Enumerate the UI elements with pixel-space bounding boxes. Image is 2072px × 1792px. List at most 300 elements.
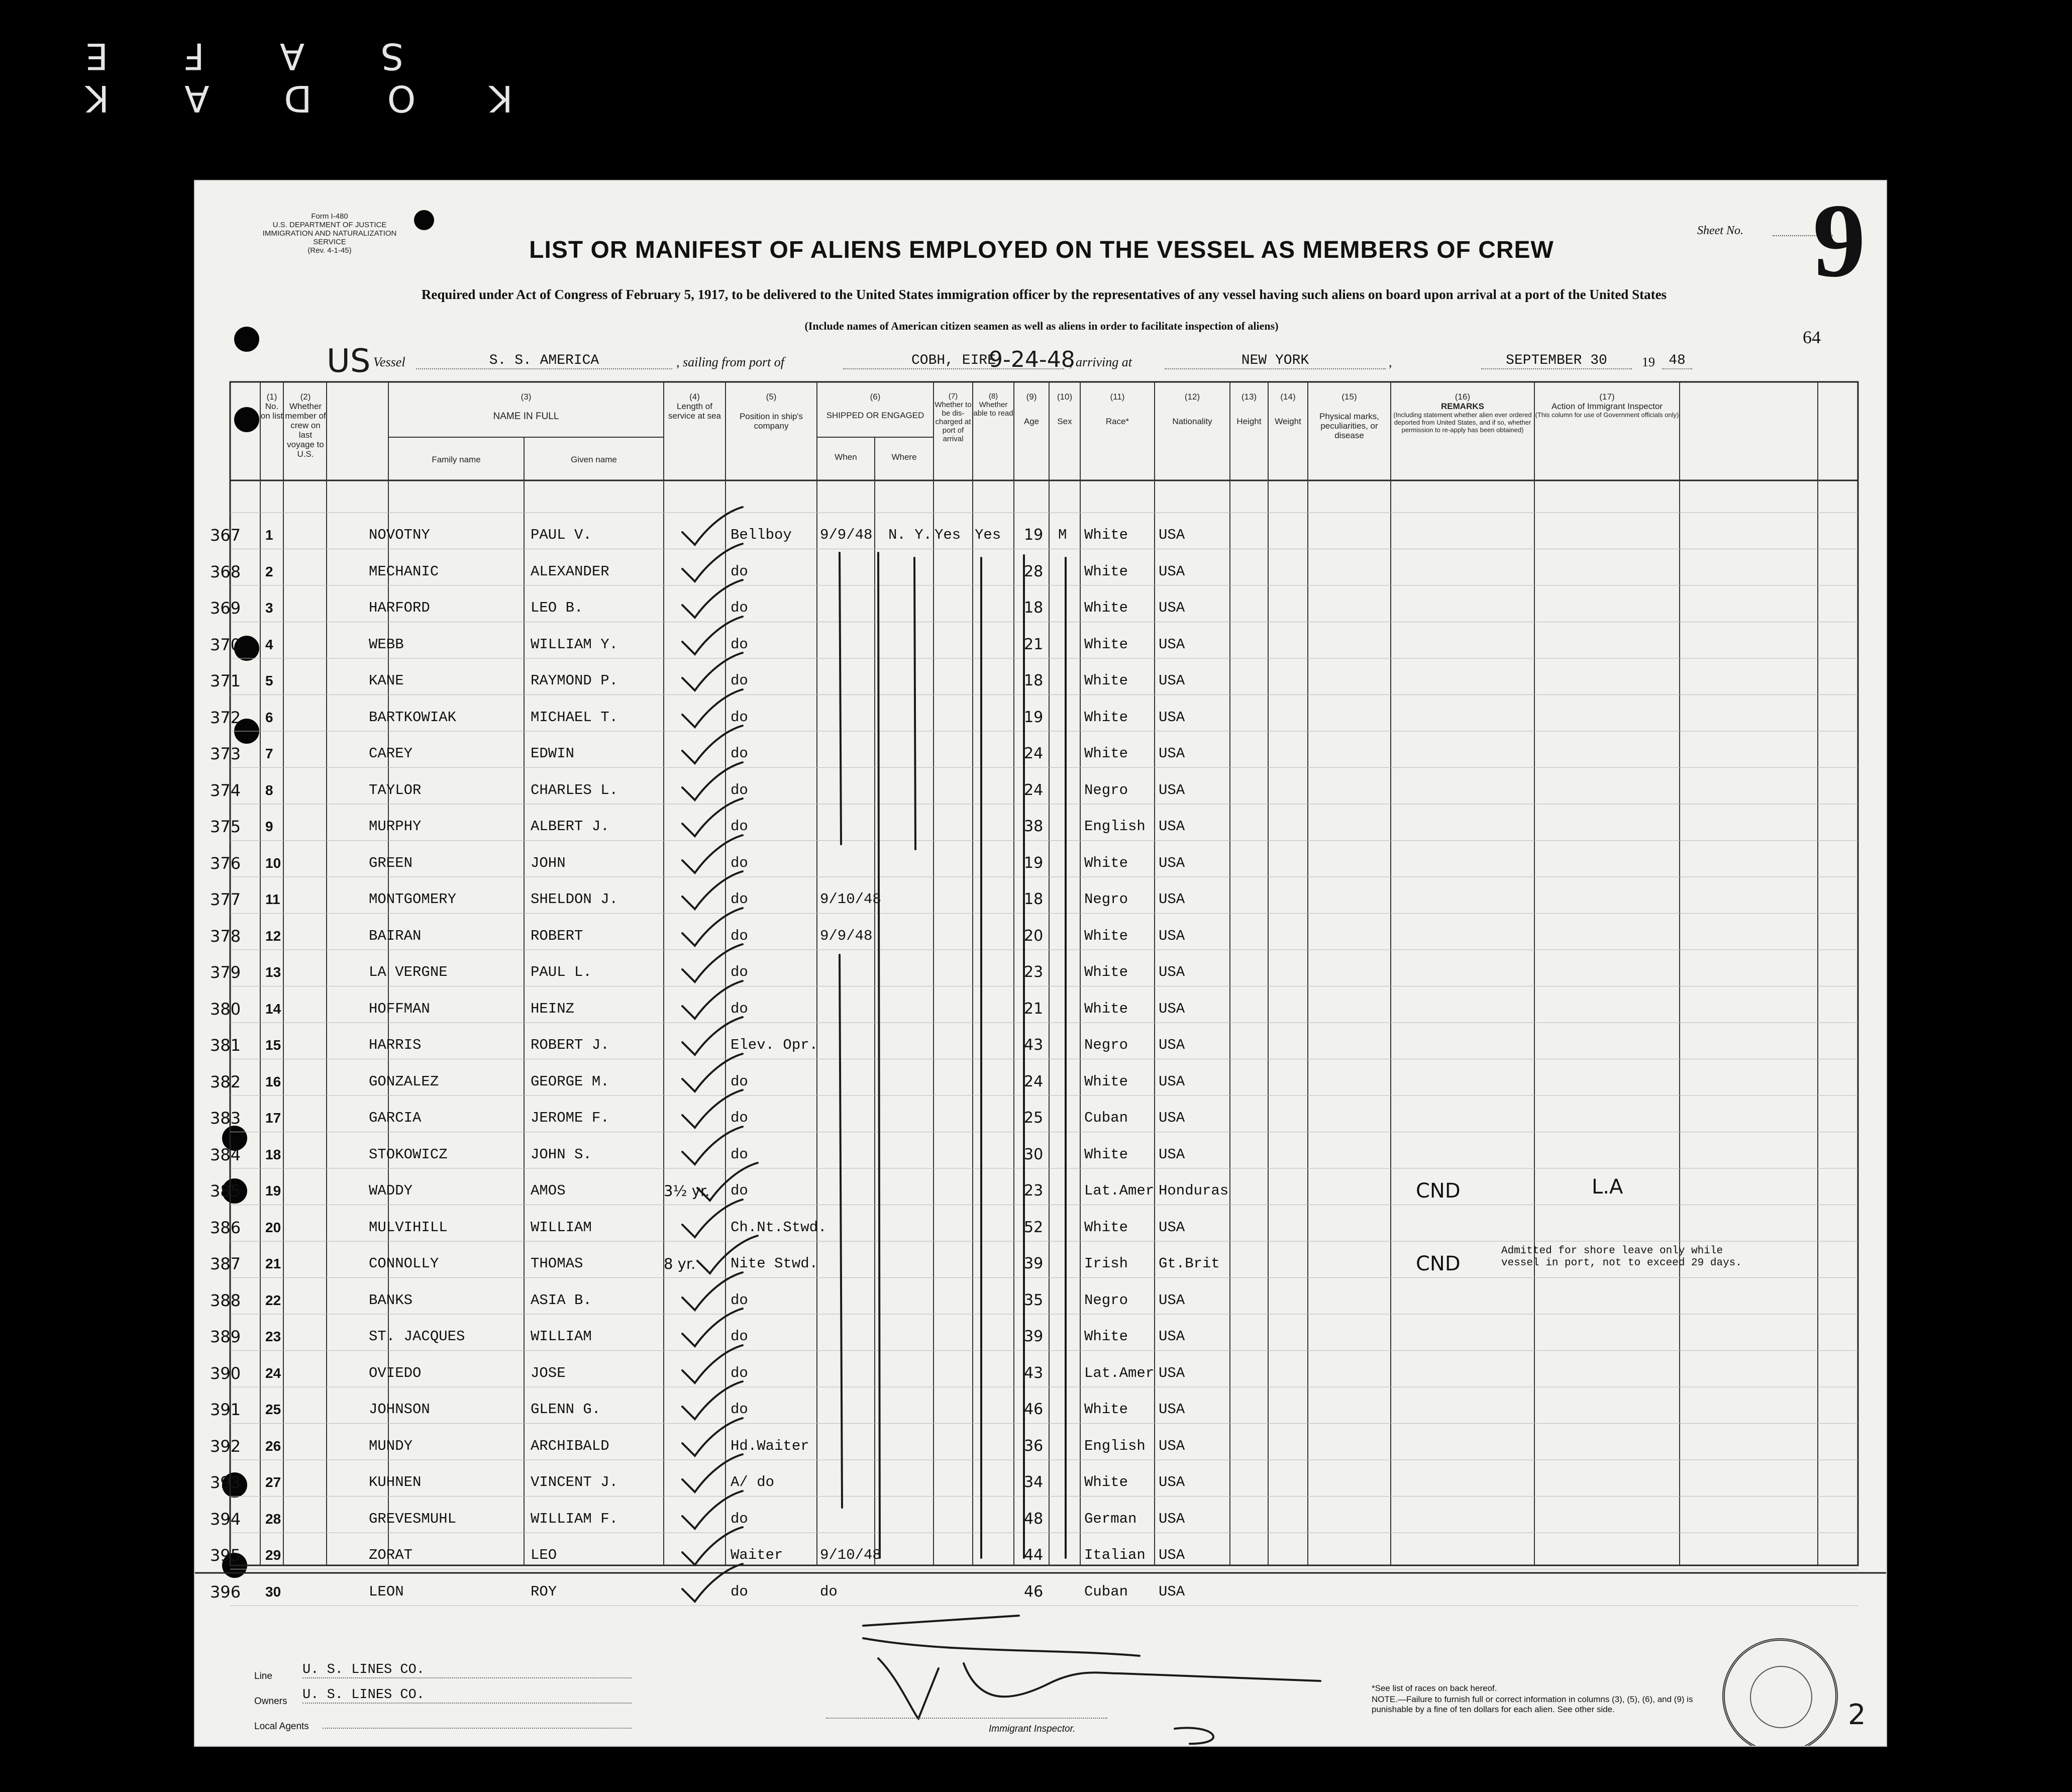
age: 48	[1024, 1510, 1044, 1528]
age: 19	[1024, 854, 1044, 872]
given-name: HEINZ	[531, 1000, 575, 1017]
row-reference: 387	[210, 1254, 241, 1273]
row-number: 22	[265, 1292, 281, 1308]
family-name: KANE	[369, 672, 404, 689]
row-reference: 394	[210, 1509, 241, 1529]
service-length: 8 yr.	[664, 1255, 696, 1272]
position: do	[731, 964, 748, 980]
nationality: USA	[1159, 600, 1185, 616]
row-reference: 370	[210, 635, 241, 654]
race: Negro	[1084, 1291, 1128, 1309]
row-number: 17	[265, 1110, 281, 1126]
row-reference: 376	[210, 853, 241, 873]
row-reference: 388	[210, 1290, 241, 1310]
given-name: WILLIAM Y.	[531, 636, 618, 653]
race: White	[1084, 1328, 1128, 1345]
vessel-line: US Vessel S. S. AMERICA , sailing from port of COBH, EIRE 9-24-48 , arriving at NEW YORK , SEPTEMBER 30 19 48	[195, 352, 1887, 377]
race: Negro	[1084, 1037, 1128, 1053]
position: do	[731, 1401, 748, 1418]
age: 18	[1024, 599, 1044, 617]
given-name: CHARLES L.	[531, 781, 618, 799]
race: Negro	[1084, 891, 1128, 908]
age: 24	[1024, 1072, 1044, 1090]
agents-value	[323, 1713, 632, 1729]
handwritten-date: 9-24-48	[989, 347, 1075, 372]
given-name: EDWIN	[531, 745, 575, 762]
position: Bellboy	[731, 527, 792, 543]
age: 43	[1024, 1364, 1044, 1382]
col-3b-header: Given name	[571, 455, 617, 464]
family-name: GREEN	[369, 854, 413, 871]
col-12-header: (12) Nationality	[1172, 392, 1212, 426]
given-name: ARCHIBALD	[531, 1437, 609, 1454]
given-name: JOSE	[531, 1364, 566, 1381]
row-number: 24	[265, 1365, 281, 1381]
age: 39	[1024, 1328, 1044, 1345]
row-reference: 385	[210, 1181, 241, 1201]
family-name: KUHNEN	[369, 1474, 422, 1490]
col-1-header: (1) No. on list	[260, 392, 283, 421]
official-seal	[1722, 1638, 1838, 1747]
row-number: 8	[265, 782, 273, 798]
col-7-header: (7) Whether to be dis-charged at port of arrival	[935, 392, 972, 443]
agents-label: Local Agents	[254, 1721, 309, 1732]
nationality: USA	[1159, 1364, 1185, 1381]
row-reference: 378	[210, 926, 241, 946]
age: 43	[1024, 1036, 1044, 1054]
nationality: USA	[1159, 1291, 1185, 1309]
nationality: USA	[1159, 636, 1185, 653]
nationality: Gt.Brit	[1159, 1255, 1220, 1272]
given-name: RAYMOND P.	[531, 672, 618, 689]
row-reference: 381	[210, 1036, 241, 1055]
family-name: CAREY	[369, 745, 413, 762]
family-name: TAYLOR	[369, 781, 422, 799]
nationality: USA	[1159, 1110, 1185, 1126]
line-label: Line	[254, 1671, 272, 1681]
port-to: NEW YORK	[1165, 353, 1386, 369]
row-number: 21	[265, 1256, 281, 1271]
penalty-note: NOTE.—Failure to furnish full or correct information in columns (3), (5), (6), and (9) is punishable by a fine of ten dollars for each alien. See other side.	[1372, 1695, 1693, 1714]
col-9-header: (9) Age	[1023, 392, 1040, 426]
row-reference: 377	[210, 890, 241, 909]
age: 19	[1024, 526, 1044, 544]
handwriting-strokes	[195, 181, 1887, 1747]
nationality: USA	[1159, 672, 1185, 689]
remarks: CND	[1416, 1252, 1461, 1275]
family-name: BANKS	[369, 1291, 413, 1309]
family-name: GONZALEZ	[369, 1073, 439, 1090]
nationality: USA	[1159, 563, 1185, 580]
race: White	[1084, 563, 1128, 580]
row-number: 12	[265, 928, 281, 944]
row-number: 25	[265, 1402, 281, 1417]
row-reference: 396	[210, 1582, 241, 1602]
race: White	[1084, 1000, 1128, 1017]
family-name: HARFORD	[369, 600, 430, 616]
age: 35	[1024, 1291, 1044, 1309]
family-name: BARTKOWIAK	[369, 709, 457, 726]
nationality: USA	[1159, 781, 1185, 799]
row-reference: 392	[210, 1436, 241, 1456]
remarks: CND	[1416, 1179, 1461, 1203]
nationality: USA	[1159, 1219, 1185, 1236]
given-name: ASIA B.	[531, 1291, 592, 1309]
row-number: 7	[265, 746, 273, 761]
family-name: BAIRAN	[369, 927, 422, 944]
race: Italian	[1084, 1547, 1146, 1563]
col-8-header: (8) Whether able to read	[973, 392, 1013, 418]
given-name: GEORGE M.	[531, 1073, 609, 1090]
col-6a-header: When	[835, 452, 857, 462]
race: White	[1084, 672, 1128, 689]
row-reference: 382	[210, 1072, 241, 1091]
age: 28	[1024, 562, 1044, 580]
form-id: Form I-480 U.S. DEPARTMENT OF JUSTICE IMMIGRATION AND NATURALIZATION SERVICE (Rev. 4-1-45)	[262, 212, 397, 255]
nationality: USA	[1159, 1037, 1185, 1053]
position: do	[731, 891, 748, 908]
row-number: 10	[265, 855, 281, 871]
family-name: JOHNSON	[369, 1401, 430, 1418]
race: English	[1084, 1437, 1146, 1454]
given-name: ROBERT	[531, 927, 583, 944]
position: do	[731, 927, 748, 944]
family-name: OVIEDO	[369, 1364, 422, 1381]
position: do	[731, 1110, 748, 1126]
age: 24	[1024, 745, 1044, 762]
col-15-header: (15) Physical marks, peculiarities, or disease	[1319, 392, 1380, 440]
requirement-text: Required under Act of Congress of February 5, 1917, to be delivered to the United States immigration officer by the representatives of any vessel having such aliens on board upon arrival at a port of the United States	[421, 287, 1667, 302]
given-name: JOHN	[531, 854, 566, 871]
given-name: ROBERT J.	[531, 1037, 609, 1053]
row-reference: 395	[210, 1546, 241, 1565]
family-name: MONTGOMERY	[369, 891, 457, 908]
row-number: 3	[265, 600, 273, 616]
year: 48	[1662, 353, 1692, 369]
race: Lat.Amer	[1084, 1364, 1155, 1381]
family-name: CONNOLLY	[369, 1255, 439, 1272]
race: White	[1084, 709, 1128, 726]
instruction-text: (Include names of American citizen seamen as well as aliens in order to facilitate inspection of aliens)	[804, 320, 1279, 332]
sailing-label: , sailing from port of	[676, 355, 785, 369]
given-name: WILLIAM F.	[531, 1510, 618, 1527]
age: 18	[1024, 672, 1044, 689]
age: 44	[1024, 1546, 1044, 1564]
race: Cuban	[1084, 1583, 1128, 1600]
shipped-when: 9/10/48	[820, 891, 881, 908]
age: 19	[1024, 708, 1044, 726]
film-edge-text: KODAK SAFE	[10, 35, 513, 120]
age: 23	[1024, 963, 1044, 981]
age: 23	[1024, 1182, 1044, 1200]
given-name: PAUL L.	[531, 964, 592, 980]
row-reference: 379	[210, 963, 241, 982]
family-name: LEON	[369, 1583, 404, 1600]
given-name: WILLIAM	[531, 1219, 592, 1236]
race: White	[1084, 854, 1128, 871]
age: 36	[1024, 1437, 1044, 1455]
sex: M	[1058, 527, 1067, 543]
row-number: 23	[265, 1329, 281, 1344]
position: do	[731, 745, 748, 762]
position: do	[731, 1328, 748, 1345]
row-reference: 373	[210, 744, 241, 763]
page-title: LIST OR MANIFEST OF ALIENS EMPLOYED ON THE VESSEL AS MEMBERS OF CREW	[529, 237, 1554, 263]
shipped-when: 9/10/48	[820, 1547, 881, 1563]
nationality: USA	[1159, 709, 1185, 726]
row-number: 6	[265, 709, 273, 725]
nationality: USA	[1159, 1474, 1185, 1490]
age: 39	[1024, 1255, 1044, 1272]
nationality: USA	[1159, 1000, 1185, 1017]
col-3-header: (3) NAME IN FULL	[493, 392, 559, 422]
family-name: MUNDY	[369, 1437, 413, 1454]
row-reference: 384	[210, 1145, 241, 1164]
col-4-header: (4) Length of service at sea	[668, 392, 721, 421]
race: Lat.Amer	[1084, 1182, 1155, 1199]
nationality: USA	[1159, 964, 1185, 980]
discharged: Yes	[935, 527, 961, 543]
row-number: 27	[265, 1474, 281, 1490]
arriving-label: , arriving at	[1069, 355, 1132, 369]
family-name: MURPHY	[369, 818, 422, 835]
col-10-header: (10) Sex	[1057, 392, 1073, 426]
nationality: USA	[1159, 1437, 1185, 1454]
row-number: 4	[265, 636, 273, 652]
race: White	[1084, 964, 1128, 980]
race: German	[1084, 1510, 1137, 1527]
row-reference: 375	[210, 817, 241, 836]
position: do	[731, 1146, 748, 1163]
age: 21	[1024, 1000, 1044, 1018]
family-name: MULVIHILL	[369, 1219, 448, 1236]
given-name: PAUL V.	[531, 527, 592, 543]
row-number: 19	[265, 1183, 281, 1199]
row-number: 26	[265, 1438, 281, 1454]
sheet-label: Sheet No.	[1697, 224, 1743, 237]
col-14-header: (14) Weight	[1275, 392, 1301, 426]
sheet-count: 64	[1803, 327, 1821, 347]
position: do	[731, 636, 748, 653]
col-6-header: (6) SHIPPED OR ENGAGED	[826, 392, 924, 420]
inspector-action: L.A	[1592, 1175, 1623, 1199]
manifest-sheet	[194, 180, 1887, 1747]
race: White	[1084, 1073, 1128, 1090]
age: 30	[1024, 1145, 1044, 1163]
nationality: USA	[1159, 927, 1185, 944]
family-name: GREVESMUHL	[369, 1510, 457, 1527]
row-reference: 369	[210, 599, 241, 618]
age: 20	[1024, 927, 1044, 945]
position: do	[731, 1510, 748, 1527]
nationality: USA	[1159, 818, 1185, 835]
nationality: USA	[1159, 1073, 1185, 1090]
arrival-date: SEPTEMBER 30	[1481, 353, 1632, 369]
position: Ch.Nt.Stwd.	[731, 1219, 827, 1236]
race: White	[1084, 600, 1128, 616]
row-number: 9	[265, 819, 273, 834]
row-reference: 374	[210, 780, 241, 800]
row-reference: 386	[210, 1218, 241, 1237]
family-name: ST. JACQUES	[369, 1328, 465, 1345]
position: do	[731, 1583, 748, 1600]
nationality: USA	[1159, 527, 1185, 543]
owners-value: U. S. LINES CO.	[302, 1687, 632, 1704]
row-number: 29	[265, 1547, 281, 1563]
given-name: THOMAS	[531, 1255, 583, 1272]
age: 34	[1024, 1473, 1044, 1491]
family-name: HOFFMAN	[369, 1000, 430, 1017]
row-reference: 393	[210, 1473, 241, 1492]
position: do	[731, 672, 748, 689]
owners-label: Owners	[254, 1696, 287, 1707]
col-11-header: (11) Race*	[1105, 392, 1129, 426]
age: 25	[1024, 1109, 1044, 1127]
given-name: WILLIAM	[531, 1328, 592, 1345]
page-mark: 2	[1848, 1699, 1866, 1731]
given-name: LEO	[531, 1547, 557, 1563]
shipped-where: N. Y.	[888, 527, 933, 543]
race: White	[1084, 1474, 1128, 1490]
line-value: U. S. LINES CO.	[302, 1662, 632, 1678]
row-reference: 371	[210, 671, 241, 690]
given-name: ALBERT J.	[531, 818, 609, 835]
nationality: USA	[1159, 1328, 1185, 1345]
position: do	[731, 1364, 748, 1381]
col-5-header: (5) Position in ship's company	[739, 392, 803, 431]
position: do	[731, 1000, 748, 1017]
nationality: USA	[1159, 854, 1185, 871]
races-note: *See list of races on back hereof.	[1372, 1683, 1497, 1693]
race: White	[1084, 636, 1128, 653]
row-reference: 391	[210, 1400, 241, 1419]
service-length: 3½ yr.	[664, 1182, 710, 1200]
row-reference: 383	[210, 1109, 241, 1128]
row-reference: 389	[210, 1327, 241, 1346]
family-name: HARRIS	[369, 1037, 422, 1053]
row-reference: 367	[210, 526, 241, 545]
age: 46	[1024, 1401, 1044, 1418]
race: White	[1084, 1146, 1128, 1163]
given-name: LEO B.	[531, 600, 583, 616]
row-number: 2	[265, 563, 273, 579]
row-number: 5	[265, 673, 273, 688]
shipped-when: 9/9/48	[820, 527, 873, 543]
sheet-number: 9	[1813, 182, 1866, 299]
given-name: VINCENT J.	[531, 1474, 618, 1490]
row-number: 15	[265, 1037, 281, 1053]
race: White	[1084, 527, 1128, 543]
vessel-name: S. S. AMERICA	[416, 353, 672, 369]
age: 18	[1024, 890, 1044, 908]
able-to-read: Yes	[975, 527, 1001, 543]
col-3a-header: Family name	[432, 455, 481, 464]
position: do	[731, 1182, 748, 1199]
given-name: ALEXANDER	[531, 563, 609, 580]
position: do	[731, 600, 748, 616]
row-number: 13	[265, 964, 281, 980]
row-number: 18	[265, 1146, 281, 1162]
family-name: STOKOWICZ	[369, 1146, 448, 1163]
position: Nite Stwd.	[731, 1255, 818, 1272]
position: Waiter	[731, 1547, 783, 1563]
position: Elev. Opr.	[731, 1037, 818, 1053]
race: Negro	[1084, 781, 1128, 799]
col-16-header: (16) REMARKS (Including statement whether alien ever ordered deported from United States, and if so, whether permission to re-apply has been obtained)	[1393, 392, 1532, 434]
row-number: 20	[265, 1219, 281, 1235]
race: White	[1084, 1401, 1128, 1418]
shipped-when: 9/9/48	[820, 927, 873, 944]
family-name: NOVOTNY	[369, 527, 430, 543]
col-17-header: (17) Action of Immigrant Inspector (This column for use of Government officials only)	[1535, 392, 1679, 419]
position: do	[731, 563, 748, 580]
row-number: 1	[265, 527, 273, 543]
shipped-when: do	[820, 1583, 838, 1600]
race: English	[1084, 818, 1146, 835]
row-reference: 368	[210, 562, 241, 581]
row-reference: 380	[210, 999, 241, 1019]
nationality: USA	[1159, 745, 1185, 762]
given-name: AMOS	[531, 1182, 566, 1199]
race: White	[1084, 1219, 1128, 1236]
position: do	[731, 854, 748, 871]
row-number: 30	[265, 1583, 281, 1600]
given-name: GLENN G.	[531, 1401, 601, 1418]
age: 21	[1024, 635, 1044, 653]
family-name: GARCIA	[369, 1110, 422, 1126]
port-from: COBH, EIRE	[843, 353, 1064, 369]
nationality: USA	[1159, 891, 1185, 908]
family-name: MECHANIC	[369, 563, 439, 580]
position: do	[731, 709, 748, 726]
row-number: 28	[265, 1511, 281, 1527]
given-name: JOHN S.	[531, 1146, 592, 1163]
family-name: LA VERGNE	[369, 964, 448, 980]
family-name: WEBB	[369, 636, 404, 653]
nationality: Honduras	[1159, 1182, 1229, 1199]
vessel-label: Vessel	[373, 355, 405, 369]
handwritten-prefix: US	[327, 343, 371, 380]
row-number: 11	[265, 891, 280, 907]
row-number: 16	[265, 1073, 281, 1089]
position: do	[731, 818, 748, 835]
inspector-label: Immigrant Inspector.	[989, 1724, 1076, 1734]
age: 46	[1024, 1582, 1044, 1601]
col-6b-header: Where	[891, 452, 917, 462]
nationality: USA	[1159, 1547, 1185, 1563]
position: do	[731, 781, 748, 799]
given-name: ROY	[531, 1583, 557, 1600]
position: do	[731, 1073, 748, 1090]
nationality: USA	[1159, 1146, 1185, 1163]
col-2-header: (2) Whether member of crew on last voyage to U.S.	[285, 392, 326, 459]
row-reference: 372	[210, 708, 241, 727]
position: A/ do	[731, 1474, 775, 1490]
family-name: WADDY	[369, 1182, 413, 1199]
nationality: USA	[1159, 1510, 1185, 1527]
age: 38	[1024, 818, 1044, 835]
age: 52	[1024, 1218, 1044, 1236]
row-number: 14	[265, 1001, 281, 1017]
position: Hd.Waiter	[731, 1437, 809, 1454]
age: 24	[1024, 781, 1044, 799]
inspector-action: Admitted for shore leave only while vessel in port, not to exceed 29 days.	[1501, 1245, 1742, 1269]
nationality: USA	[1159, 1401, 1185, 1418]
year-prefix: 19	[1642, 355, 1655, 369]
given-name: MICHAEL T.	[531, 709, 618, 726]
position: do	[731, 1291, 748, 1309]
nationality: USA	[1159, 1583, 1185, 1600]
